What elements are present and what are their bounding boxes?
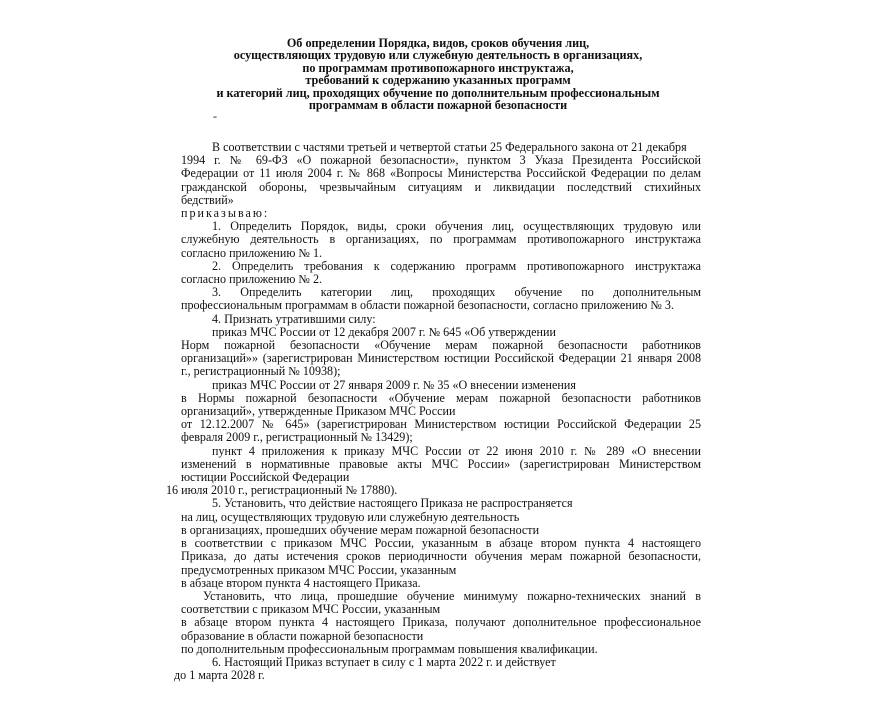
body-line: гражданской обороны, чрезвычайным ситуациям и ликвидации последствий стихийных bbox=[181, 179, 701, 194]
body-line: 5. Установить, что действие настоящего Приказа не распространяется bbox=[212, 496, 573, 511]
body-line: В соответствии с частями третьей и четвертой статьи 25 Федерального закона от 21 декабря bbox=[212, 140, 687, 154]
body-line: в Нормы пожарной безопасности «Обучение мерам пожарной безопасности работников bbox=[181, 390, 701, 405]
body-line: в абзаце втором пункта 4 настоящего Приказа, получают дополнительное профессиональное bbox=[181, 615, 701, 630]
body-line: в организациях, прошедших обучение мерам пожарной безопасности bbox=[181, 522, 540, 537]
body-line: до 1 марта 2028 г. bbox=[174, 668, 265, 683]
body-line: Норм пожарной безопасности «Обучение мерам пожарной безопасности работников bbox=[181, 338, 701, 353]
body-line: согласно приложению № 1. bbox=[181, 245, 323, 260]
body-line: Приказа, до даты истечения сроков периодичности обучения мерам пожарной безопасности, bbox=[181, 549, 701, 564]
body-line: согласно приложению № 2. bbox=[181, 272, 323, 287]
body-line: февраля 2009 г., регистрационный № 13429); bbox=[181, 430, 413, 445]
body-line: приказ МЧС России от 12 декабря 2007 г. № 645 «Об утверждении bbox=[212, 324, 556, 339]
body-line: от 12.12.2007 № 645» (зарегистрирован Министерством юстиции Российской Федерации 25 bbox=[181, 417, 701, 432]
body-line: 3. Определить категории лиц, проходящих обучение по дополнительным bbox=[212, 285, 701, 300]
body-line: юстиции Российской Федерации bbox=[181, 470, 350, 485]
body-line: организаций», утвержденные Приказом МЧС России bbox=[181, 404, 456, 419]
body-line: г., регистрационный № 10938); bbox=[181, 364, 341, 379]
title-line: требований к содержанию указанных программ bbox=[305, 73, 571, 88]
title-separator: - bbox=[213, 109, 217, 123]
body-line: бедствий» bbox=[181, 192, 234, 207]
body-line: 16 июля 2010 г., регистрационный № 17880). bbox=[166, 483, 398, 498]
body-line: 1994 г. № 69-ФЗ «О пожарной безопасности», пунктом 3 Указа Президента Российской bbox=[181, 153, 701, 168]
body-line: в соответствии с приказом МЧС России, указанным в абзаце втором пункта 4 настоящего bbox=[181, 536, 701, 551]
body-line: 6. Настоящий Приказ вступает в силу с 1 марта 2022 г. и действует bbox=[212, 654, 556, 669]
title-line: и категорий лиц, проходящих обучение по дополнительным профессиональным bbox=[216, 85, 660, 100]
title-line: программам в области пожарной безопасности bbox=[308, 98, 568, 113]
title-line: осуществляющих трудовую или служебную деятельность в организациях, bbox=[233, 48, 643, 63]
body-line: приказываю: bbox=[181, 206, 270, 221]
body-line: профессиональным программам в области пожарной безопасности, согласно приложению № 3. bbox=[181, 298, 674, 313]
body-line: образование в области пожарной безопасности bbox=[181, 628, 424, 643]
body-line: в абзаце втором пункта 4 настоящего Приказа. bbox=[181, 575, 421, 590]
body-line: Федерации от 11 июля 2004 г. № 868 «Вопросы Министерства Российской Федерации по делам bbox=[181, 166, 701, 181]
body-line: организаций»» (зарегистрирован Министерством юстиции Российской Федерации 21 января 2008 bbox=[181, 351, 701, 366]
body-line: 4. Признать утратившими силу: bbox=[212, 311, 376, 326]
body-line: 1. Определить Порядок, виды, сроки обучения лиц, осуществляющих трудовую или bbox=[212, 219, 701, 234]
body-line: на лиц, осуществляющих трудовую или служебную деятельность bbox=[181, 509, 520, 524]
document-title bbox=[150, 37, 726, 111]
body-line: 2. Определить требования к содержанию программ противопожарного инструктажа bbox=[212, 258, 701, 273]
title-line: Об определении Порядка, видов, сроков обучения лиц, bbox=[286, 36, 590, 50]
body-line: Установить, что лица, прошедшие обучение минимуму пожарно-технических знаний в bbox=[203, 588, 701, 603]
body-line: пункт 4 приложения к приказу МЧС России от 22 июня 2010 г. № 289 «О внесении bbox=[212, 443, 701, 458]
document-body bbox=[166, 140, 701, 683]
body-line: по дополнительным профессиональным программам повышения квалификации. bbox=[181, 641, 598, 656]
body-line: предусмотренных приказом МЧС России, указанным bbox=[181, 562, 457, 577]
body-line: служебную деятельность в организациях, по программам противопожарного инструктажа bbox=[181, 232, 701, 247]
body-line: соответствии с приказом МЧС России, указанным bbox=[181, 602, 441, 617]
title-line: по программам противопожарного инструктажа, bbox=[302, 60, 574, 75]
body-line: приказ МЧС России от 27 января 2009 г. № 35 «О внесении изменения bbox=[212, 377, 576, 392]
body-line: изменений в нормативные правовые акты МЧС России» (зарегистрирован Министерством bbox=[181, 456, 701, 471]
